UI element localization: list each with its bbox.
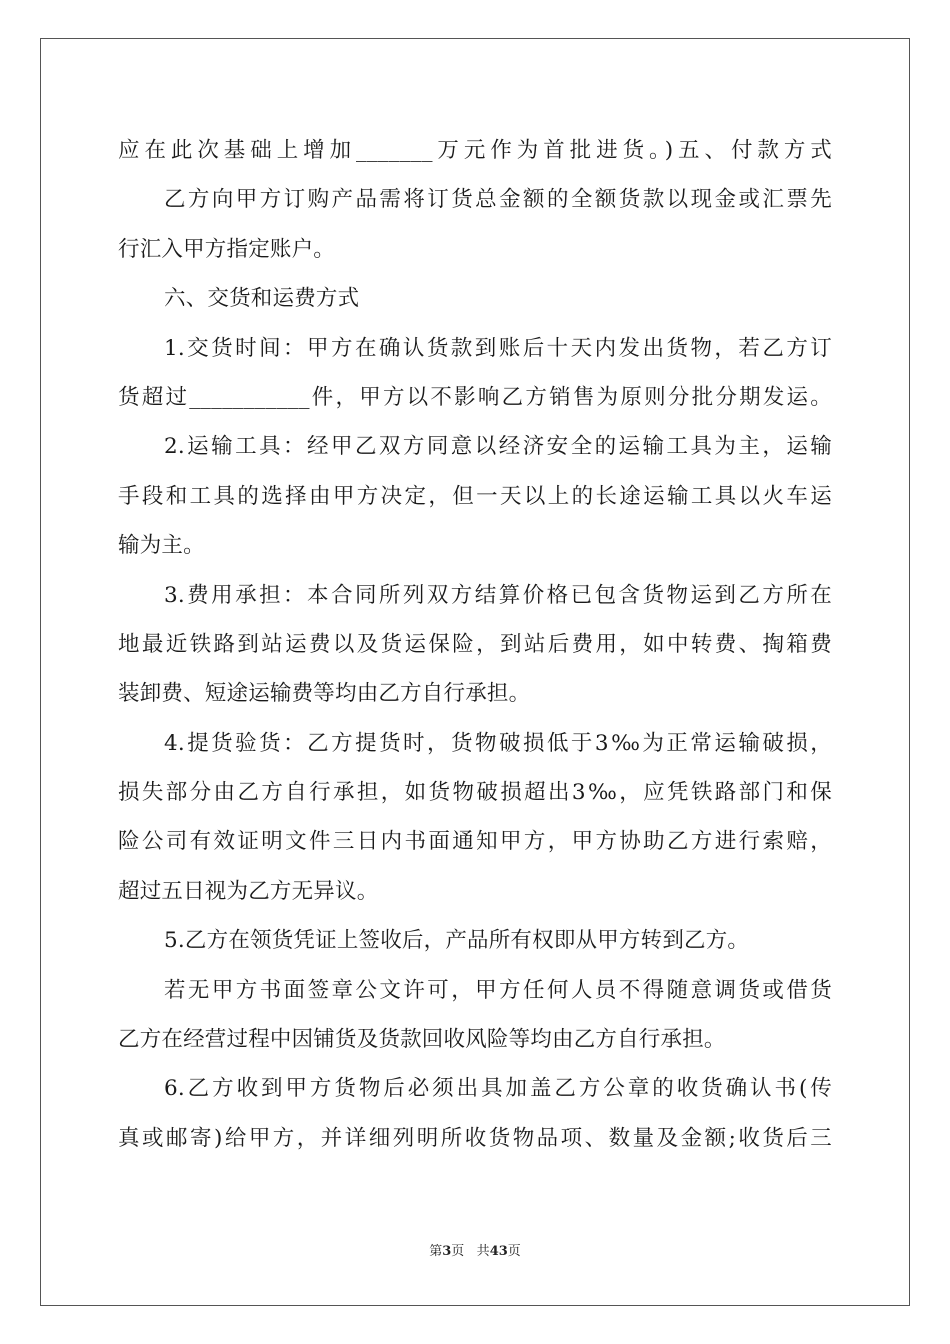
total-prefix: 共 [476,1244,490,1259]
text-line: 货超过___________件，甲方以不影响乙方销售为原则分批分期发运。 [118,384,832,410]
paragraph-line: 3.费用承担：本合同所列双方结算价格已包含货物运到乙方所在 [164,582,832,608]
paragraph-line: 乙方向甲方订购产品需将订货总金额的全额货款以现金或汇票先 [164,187,832,213]
document-body [118,126,832,1163]
paragraph-line: 1.交货时间：甲方在确认货款到账后十天内发出货物，若乙方订 [164,335,832,361]
page-number: 3 [442,1244,452,1259]
paragraph-line: 5.乙方在领货凭证上签收后，产品所有权即从甲方转到乙方。 [164,928,750,954]
total-suffix: 页 [507,1244,521,1259]
section-heading: 六、交货和运费方式 [164,286,360,312]
paragraph-line: 6.乙方收到甲方货物后必须出具加盖乙方公章的收货确认书(传 [164,1076,832,1102]
text-line: 应在此次基础上增加_______万元作为首批进货。)五、付款方式 [118,138,832,163]
text-line: 真或邮寄)给甲方，并详细列明所收货物品项、数量及金额;收货后三 [118,1125,832,1151]
text-line: 行汇入甲方指定账户。 [118,236,336,262]
text-line: 装卸费、短途运输费等均由乙方自行承担。 [118,681,531,707]
text-line: 损失部分由乙方自行承担，如货物破损超出3‰，应凭铁路部门和保 [118,780,832,806]
paragraph-line: 若无甲方书面签章公文许可，甲方任何人员不得随意调货或借货 [164,977,832,1003]
paragraph-line: 2.运输工具：经甲乙双方同意以经济安全的运输工具为主，运输 [164,434,832,460]
page-suffix: 页 [451,1244,465,1259]
text-line: 手段和工具的选择由甲方决定，但一天以上的长途运输工具以火车运 [118,483,832,509]
page-prefix: 第 [429,1244,443,1259]
text-line: 超过五日视为乙方无异议。 [118,878,379,904]
text-line: 输为主。 [118,533,205,559]
paragraph-line: 4.提货验货：乙方提货时，货物破损低于3‰为正常运输破损， [164,730,832,756]
text-line: 地最近铁路到站运费以及货运保险，到站后费用，如中转费、掏箱费 [118,631,832,657]
text-line: 险公司有效证明文件三日内书面通知甲方，甲方协助乙方进行索赔， [118,829,832,855]
total-pages: 43 [489,1244,508,1259]
text-line: 乙方在经营过程中因铺货及货款回收风险等均由乙方自行承担。 [118,1027,726,1053]
page-footer [0,1243,950,1261]
